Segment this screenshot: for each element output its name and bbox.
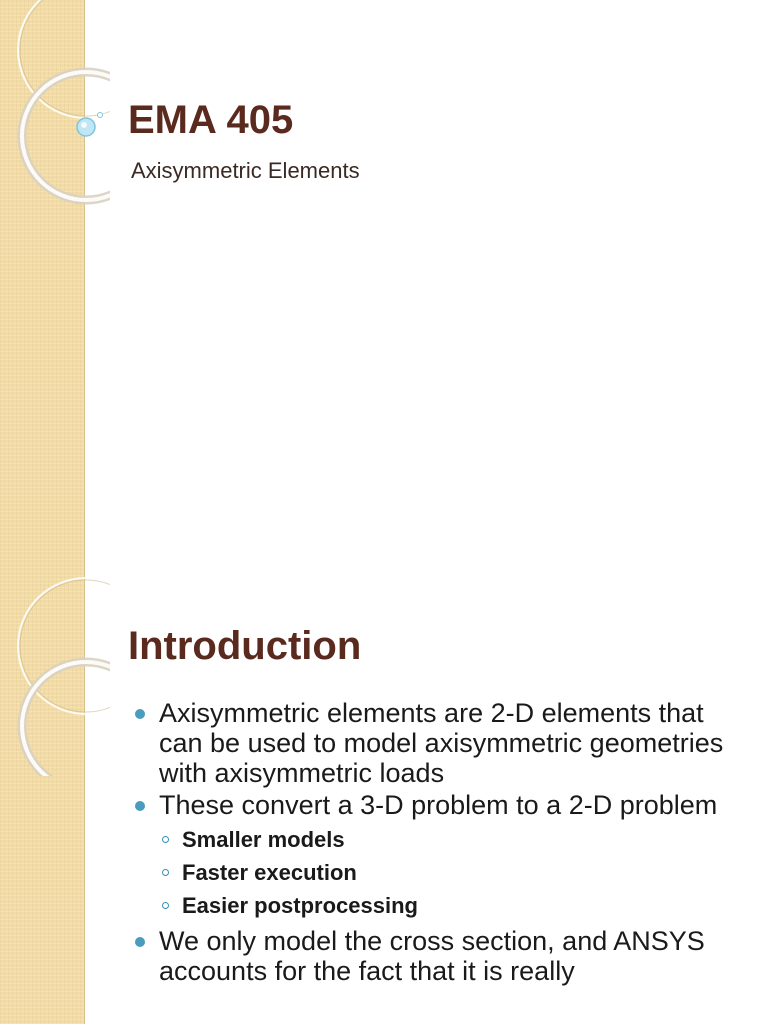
decorative-rings-icon <box>0 576 110 776</box>
slide-title: EMA 405 <box>128 98 294 142</box>
decorative-side-band <box>0 576 85 1024</box>
sub-bullet-text: Faster execution <box>182 860 357 885</box>
sub-bullet-item <box>134 823 754 856</box>
bullet-text: Axisymmetric elements are 2-D elements that can be used to model axisymmetric geometries with axisymmetric loads <box>159 698 724 788</box>
introduction-slide <box>0 576 768 1024</box>
bullet-text: We only model the cross section, and ANSYS accounts for the fact that it is really <box>159 926 705 986</box>
bullet-dot-icon <box>135 709 145 719</box>
bullet-list <box>134 698 754 988</box>
bullet-item <box>134 926 754 986</box>
bullet-dot-icon <box>135 801 145 811</box>
bullet-item <box>134 698 754 788</box>
sub-bullet-item <box>134 889 754 922</box>
bullet-dot-icon <box>135 937 145 947</box>
ring-bullet-icon <box>162 869 169 876</box>
sub-bullet-list <box>134 823 754 922</box>
sub-bullet-text: Easier postprocessing <box>182 893 418 918</box>
sub-bullet-text: Smaller models <box>182 827 345 852</box>
slide-title: Introduction <box>128 624 362 668</box>
bubble-ornament-icon <box>74 108 110 138</box>
bullet-item <box>134 790 754 820</box>
ring-bullet-icon <box>162 902 169 909</box>
slide-subtitle: Axisymmetric Elements <box>131 158 360 183</box>
decorative-side-band <box>0 0 85 576</box>
bullet-text: These convert a 3-D problem to a 2-D problem <box>159 790 718 820</box>
ring-bullet-icon <box>162 836 169 843</box>
sub-bullet-item <box>134 856 754 889</box>
